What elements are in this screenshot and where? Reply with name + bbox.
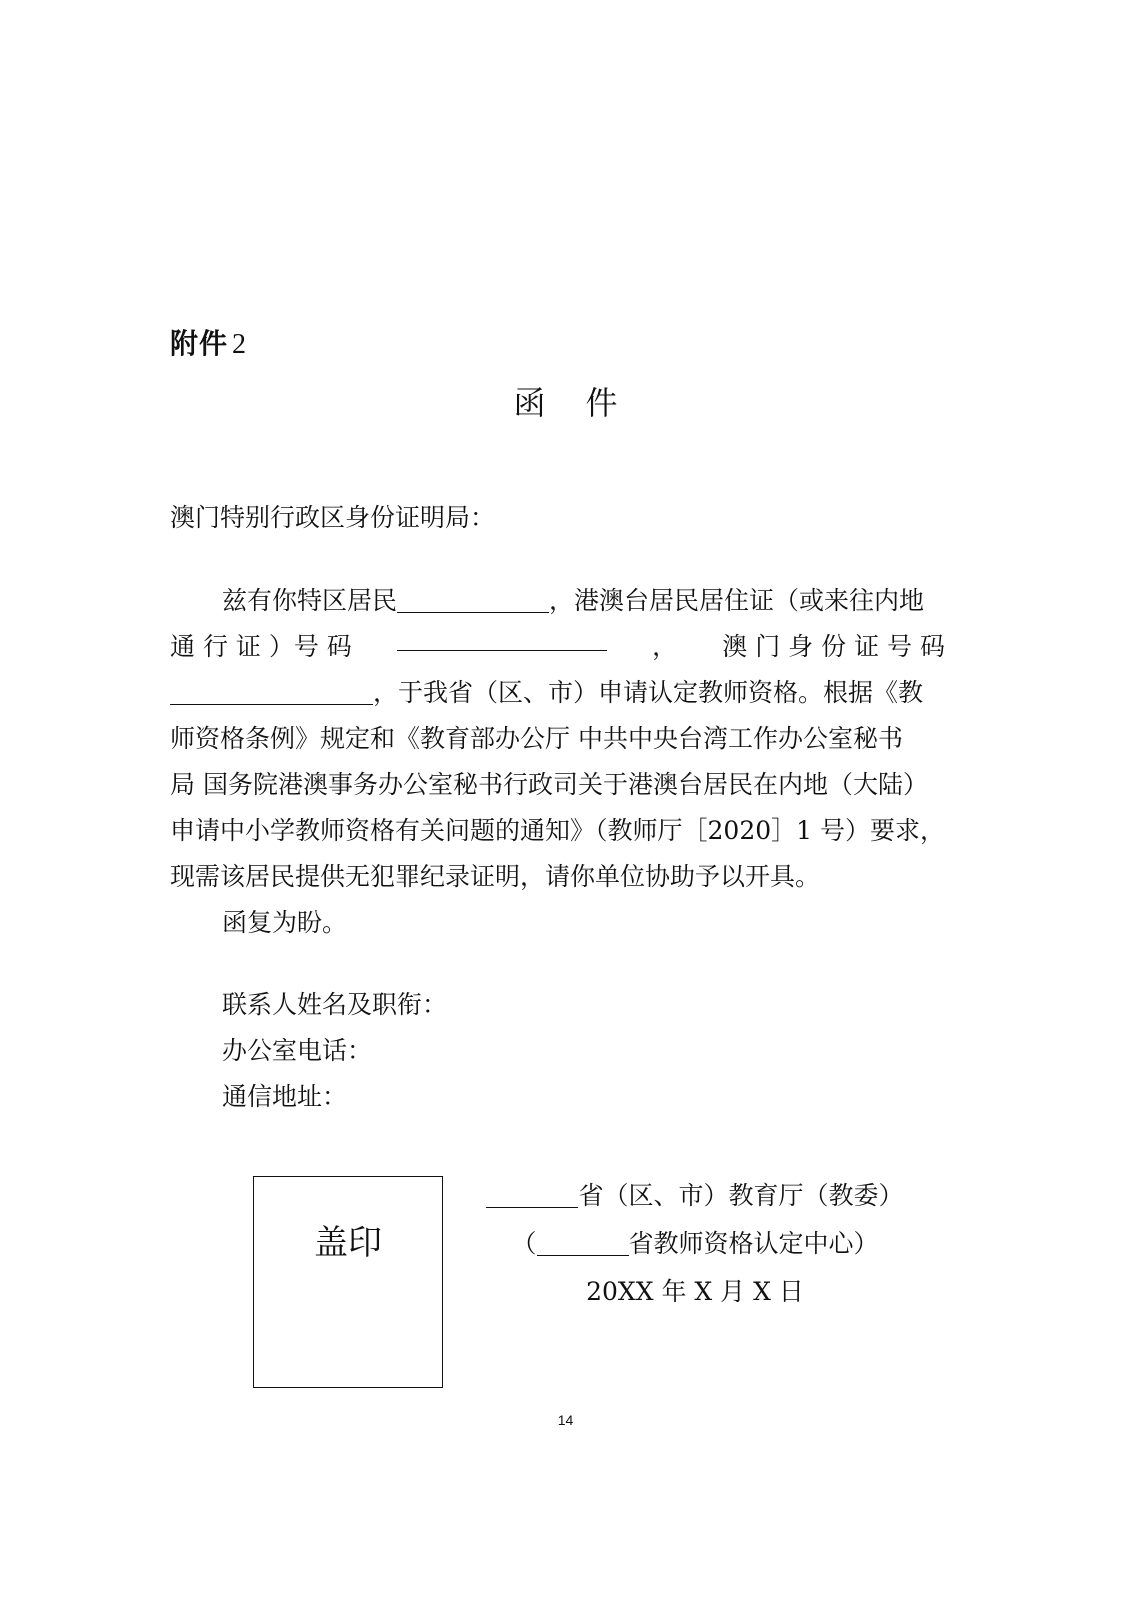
letter-body [170,578,945,946]
contact-phone: 办公室电话： [222,1036,373,1065]
body-line-3 [170,670,945,716]
body-text: ，于我省（区、市）申请认定教师资格。根据《教 [373,678,924,707]
attachment-text: 附件 [170,327,229,360]
signature-center-open: （ [511,1229,537,1258]
signature-center-text: 省教师资格认定中心） [628,1229,879,1258]
body-line-6: 申请中小学教师资格有关问题的通知》（教师厅［2020］1 号）要求， [170,816,945,845]
signature-dept [470,1172,920,1220]
attachment-number: 2 [232,329,248,360]
seal-label: 盖印 [314,1223,382,1263]
center-province-blank [537,1229,629,1256]
body-line-1 [170,578,945,624]
page-number: 14 [557,1412,574,1428]
body-text: ，港澳台居民居住证（或来往内地 [549,586,925,615]
contact-name-title: 联系人姓名及职衔： [222,990,448,1019]
resident-name-blank [397,586,549,613]
salutation: 澳门特别行政区身份证明局： [170,503,496,532]
body-line-7: 现需该居民提供无犯罪纪录证明，请你单位协助予以开具。 [170,862,821,891]
closing-line: 函复为盼。 [222,908,348,937]
signature-center [470,1220,920,1268]
body-line-4: 师资格条例》规定和《教育部办公厅 中共中央台湾工作办公室秘书 [170,724,903,753]
macau-id-number-blank [170,678,373,705]
body-line-5: 局 国务院港澳事务办公室秘书行政司关于港澳台居民在内地（大陆） [170,770,928,799]
body-text: 兹有你特区居民 [222,586,398,615]
signature-block [470,1172,920,1316]
body-line-2 [170,624,945,670]
body-text: 澳 门 身 份 证 号 码 [722,632,945,661]
signature-dept-text: 省（区、市）教育厅（教委） [578,1181,904,1210]
contact-address: 通信地址： [222,1082,348,1111]
attachment-label [170,322,247,362]
permit-number-blank [397,624,607,651]
signature-date: 20XX 年 X 月 X 日 [586,1277,804,1306]
document-title: 函件 [513,384,658,422]
province-blank [486,1181,578,1208]
contact-info [222,982,447,1120]
body-text: 通 行 证 ）号 码 [170,632,352,661]
body-text: ， [652,632,678,661]
seal-box [253,1176,443,1388]
